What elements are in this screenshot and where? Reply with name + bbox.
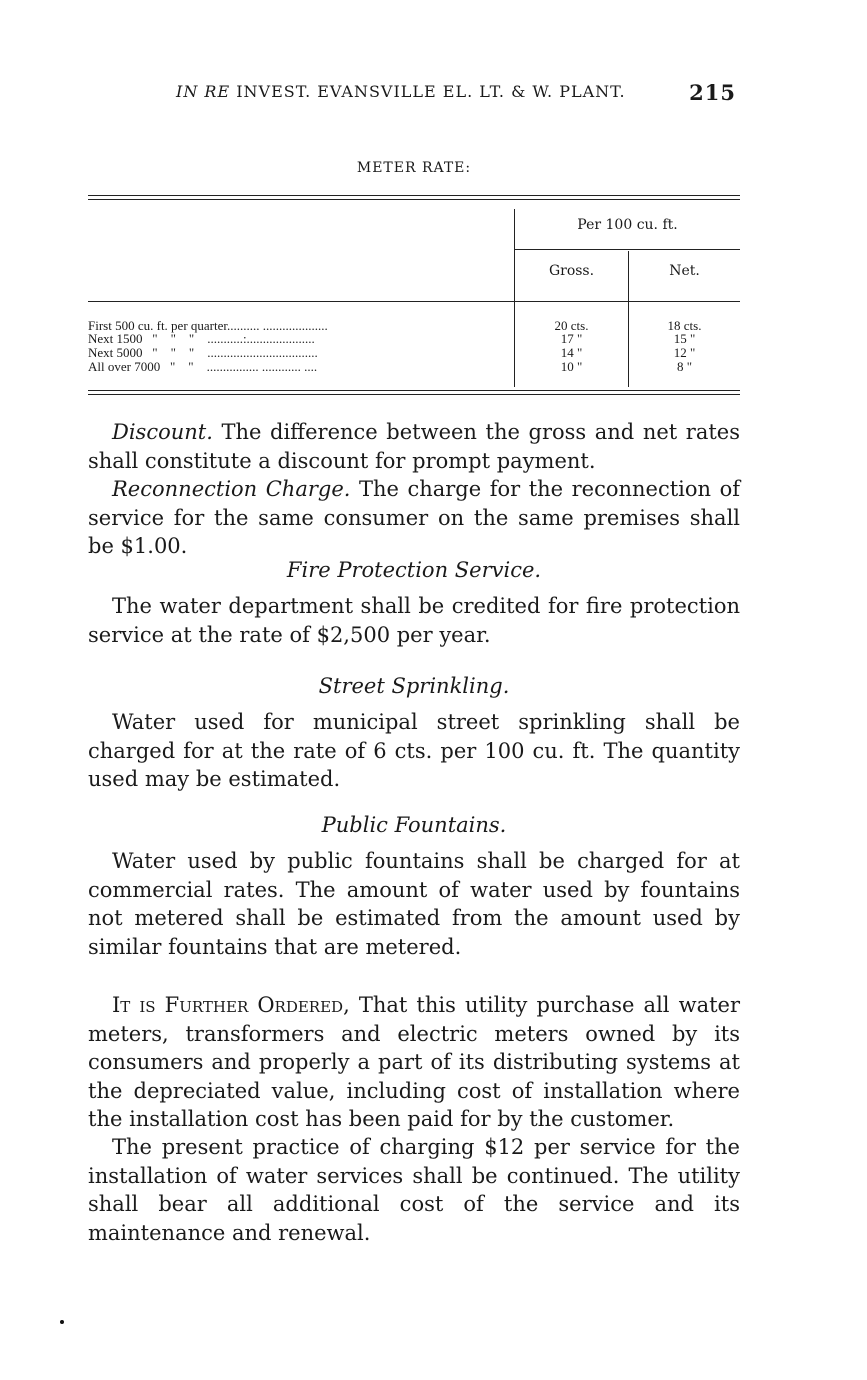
order-paragraph: [88, 991, 740, 1134]
meter-rate-table: [88, 195, 740, 400]
reconnection-text: The charge for the reconnection of service for the same consumer on the same premises shall be $1.00.: [88, 477, 741, 558]
gross-cell: 14 ": [560, 345, 583, 360]
net-cell: 15 ": [673, 331, 696, 346]
practice-paragraph: The present practice of charging $12 per service for the installation of water services shall be continued. The utility shall bear all additional cost of the service and its maintenance and renewal.: [88, 1135, 740, 1245]
net-header: Net.: [669, 263, 700, 279]
discount-label: Discount.: [112, 420, 213, 444]
gross-cell: 17 ": [560, 331, 583, 346]
gross-cell: 20 cts.: [554, 318, 589, 333]
fire-heading: Fire Protection Service.: [286, 558, 542, 582]
discount-paragraph: [88, 418, 740, 475]
sprinkling-heading: Street Sprinkling.: [318, 674, 510, 698]
gross-header: Gross.: [548, 263, 595, 279]
header-bottom-rule: [88, 301, 740, 302]
reconnection-paragraph: [88, 475, 740, 561]
table-bottom-rule-2: [88, 394, 740, 395]
group-header-rule: [515, 249, 740, 250]
discount-text: The difference between the gross and net rates shall constitute a discount for prompt payment.: [88, 420, 740, 473]
running-title-italic: IN RE: [176, 82, 231, 101]
table-top-rule: [88, 195, 740, 196]
scan-speck: [60, 1320, 64, 1324]
rate-row-label: All over 7000 " " ................ ............ ....: [88, 359, 318, 374]
order-lead: It is Further Ordered,: [112, 993, 350, 1017]
net-cell: 18 cts.: [667, 318, 702, 333]
rate-row-label: Next 5000 " " " ..................................: [88, 345, 318, 360]
fountains-paragraph: Water used by public fountains shall be charged for at commercial rates. The amount of water used by fountains not metered shall be estimated from the amount used by similar fountains that are metered.: [88, 849, 740, 959]
per-100-header: Per 100 cu. ft.: [577, 217, 678, 233]
page-number: 215: [689, 80, 736, 105]
table-bottom-rule: [88, 390, 740, 391]
rate-row-label: First 500 cu. ft. per quarter.......... ....................: [88, 318, 328, 333]
rate-row-label: Next 1500 " " " ...........:.....................: [88, 331, 315, 346]
running-title-rest: INVEST. EVANSVILLE EL. LT. & W. PLANT.: [230, 82, 626, 101]
running-title: [176, 82, 626, 101]
table-top-rule-2: [88, 199, 740, 200]
gross-cell: 10 ": [560, 359, 583, 374]
reconnection-label: Reconnection Charge.: [112, 477, 351, 501]
order-text: That this utility purchase all water meters, transformers and electric meters owned by its consumers and properly a part of its distributing systems at the depreciated value, including cost of installation where the installation cost has been paid for by the customer.: [88, 993, 740, 1131]
meter-rate-caption: METER RATE:: [356, 160, 472, 176]
net-cell: 12 ": [673, 345, 696, 360]
net-cell: 8 ": [676, 359, 693, 374]
fountains-heading: Public Fountains.: [321, 813, 507, 837]
fire-paragraph: The water department shall be credited for fire protection service at the rate of $2,500 per year.: [88, 594, 740, 647]
sprinkling-paragraph: Water used for municipal street sprinkling shall be charged for at the rate of 6 cts. per 100 cu. ft. The quantity used may be estimated.: [88, 710, 740, 791]
